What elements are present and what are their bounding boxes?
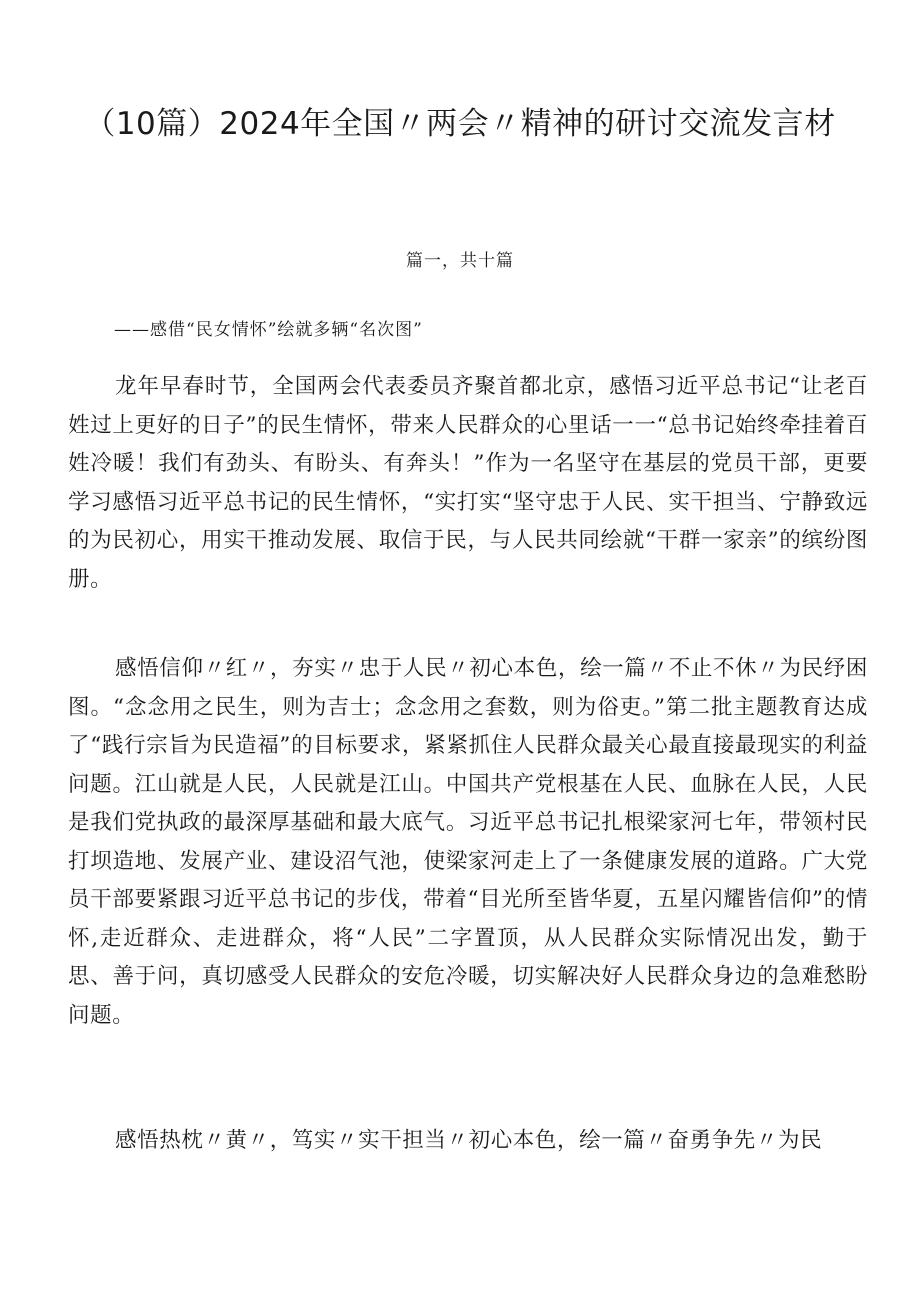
- document-title: （10篇）2024年全国〃两会〃精神的研讨交流发言材: [84, 106, 836, 142]
- section-subtitle: 篇一，共十篇: [406, 251, 514, 271]
- body-paragraph-1: 龙年早春时节，全国两会代表委员齐聚首都北京，感悟习近平总书记“让老百姓过上更好的日子”的民生情怀，带来人民群众的心里话一一“总书记始终牵挂着百姓冷暖！我们有劲头、有盼头、有奔头！”作为一名坚守在基层的党员干部，更要学习感悟习近平总书记的民生情怀，“实打实“坚守忠于人民、实干担当、宁静致远的为民初心，用实干推动发展、取信于民，与人民共同绘就“干群一家亲”的缤纷图册。: [68, 374, 868, 592]
- section-heading: ——感借“民女情怀”绘就多辆“名次图”: [114, 320, 423, 340]
- body-paragraph-2: 感悟信仰〃红〃，夯实〃忠于人民〃初心本色，绘一篇〃不止不休〃为民纾困图。“念念用之民生，则为吉士；念念用之套数，则为俗吏。”第二批主题教育达成了“践行宗旨为民造福”的目标要求，紧紧抓住人民群众最关心最直接最现实的利益问题。江山就是人民，人民就是江山。中国共产党根基在人民、血脉在人民，人民是我们党执政的最深厚基础和最大底气。习近平总书记扎根梁家河七年，带领村民打坝造地、发展产业、建设沼气池，使梁家河走上了一条健康发展的道路。广大党员干部要紧跟习近平总书记的步伐，带着“目光所至皆华夏，五星闪耀皆信仰”的情怀,走近群众、走进群众，将“人民”二字置顶，从人民群众实际情况出发，勤于思、善于问，真切感受人民群众的安危冷暖，切实解决好人民群众身边的急难愁盼问题。: [68, 656, 868, 1028]
- body-paragraph-3: 感悟热枕〃黄〃，笃实〃实干担当〃初心本色，绘一篇〃奋勇争先〃为民: [115, 1128, 823, 1153]
